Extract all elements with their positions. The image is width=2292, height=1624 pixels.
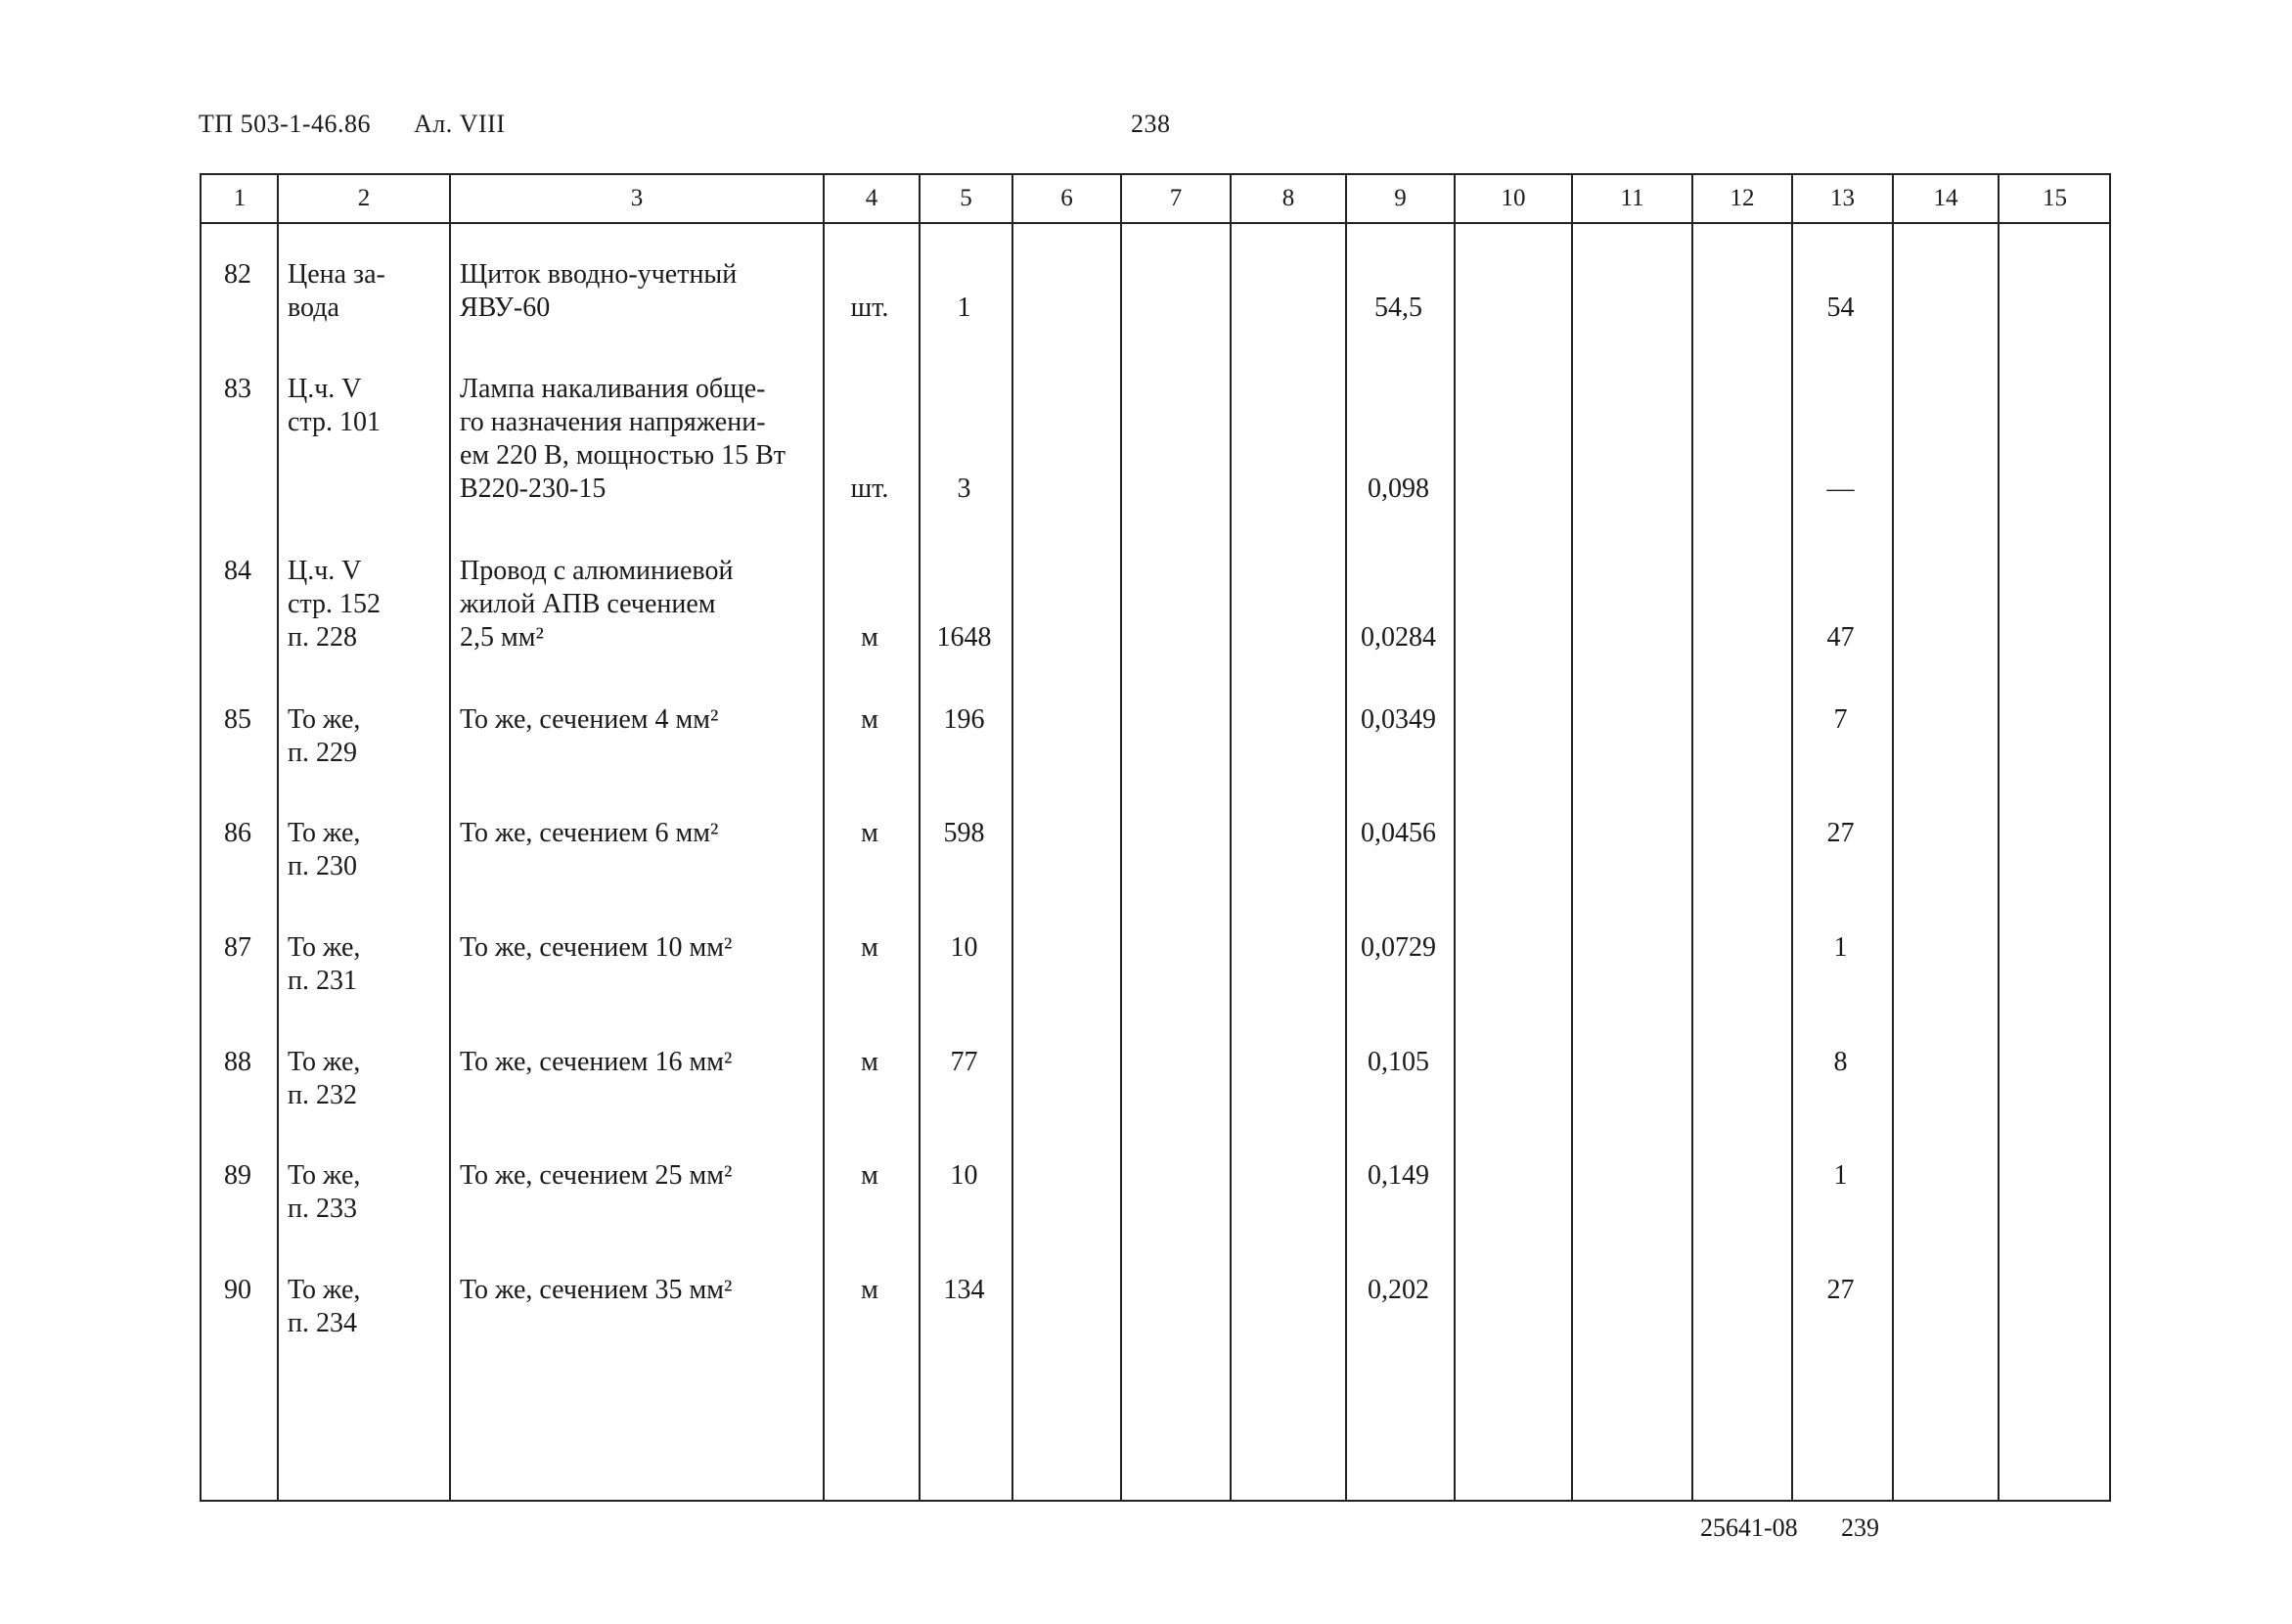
item-name: То же, сечением 16 мм²	[460, 1047, 733, 1077]
column-13-value: 8	[1833, 1047, 1848, 1077]
item-name: То же, сечением 6 мм²	[460, 818, 719, 848]
source-reference: п. 229	[288, 738, 357, 768]
album-number: Ал. VIII	[414, 110, 506, 138]
column-13-value: 1	[1833, 932, 1848, 963]
column-divider	[1230, 175, 1232, 1500]
column-header-4: 4	[865, 185, 878, 211]
table-header-row	[202, 175, 2109, 224]
quantity: 598	[943, 818, 985, 848]
unit: м	[861, 932, 878, 963]
source-reference: вода	[288, 293, 339, 323]
column-divider	[1011, 175, 1013, 1500]
quantity: 10	[950, 932, 978, 963]
unit-price: 54,5	[1374, 293, 1422, 323]
unit-price: 0,0349	[1361, 704, 1436, 735]
source-reference: п. 232	[288, 1080, 357, 1110]
quantity: 1	[957, 293, 971, 323]
unit: шт.	[850, 293, 889, 323]
row-number: 87	[224, 932, 251, 963]
row-number: 89	[224, 1160, 251, 1191]
unit: м	[861, 1047, 878, 1077]
column-13-value: 27	[1826, 1275, 1855, 1305]
source-reference: То же,	[288, 1275, 361, 1305]
unit-price: 0,105	[1368, 1047, 1429, 1077]
footer-code: 25641-08	[1700, 1513, 1798, 1542]
source-reference: Ц.ч. V	[288, 374, 362, 404]
column-divider	[1571, 175, 1573, 1500]
unit-price: 0,149	[1368, 1160, 1429, 1191]
quantity: 1648	[936, 622, 992, 653]
column-13-value: 54	[1826, 293, 1855, 323]
unit-price: 0,0284	[1361, 622, 1436, 653]
column-header-12: 12	[1730, 185, 1755, 211]
source-reference: стр. 101	[288, 407, 382, 437]
source-reference: То же,	[288, 818, 361, 848]
column-header-2: 2	[357, 185, 371, 211]
row-number: 82	[224, 259, 251, 290]
column-divider	[449, 175, 451, 1500]
footer-page: 239	[1841, 1513, 1879, 1542]
column-header-15: 15	[2043, 185, 2067, 211]
column-divider	[1691, 175, 1693, 1500]
unit: м	[861, 818, 878, 848]
quantity: 3	[957, 474, 971, 504]
quantity: 196	[943, 704, 985, 735]
column-header-6: 6	[1060, 185, 1073, 211]
quantity: 10	[950, 1160, 978, 1191]
column-header-9: 9	[1394, 185, 1407, 211]
column-13-value: 27	[1826, 818, 1855, 848]
column-13-value: —	[1826, 474, 1855, 504]
source-reference: То же,	[288, 1047, 361, 1077]
unit: м	[861, 622, 878, 653]
row-number: 88	[224, 1047, 251, 1077]
column-header-14: 14	[1933, 185, 1958, 211]
unit: шт.	[850, 474, 889, 504]
estimate-table	[200, 173, 2111, 1502]
item-name: То же, сечением 4 мм²	[460, 704, 719, 735]
page-number: 238	[1131, 110, 1171, 138]
item-name: То же, сечением 35 мм²	[460, 1275, 733, 1305]
unit-price: 0,0456	[1361, 818, 1436, 848]
unit: м	[861, 1160, 878, 1191]
document-code: ТП 503-1-46.86	[199, 110, 371, 138]
row-number: 84	[224, 556, 251, 586]
unit: м	[861, 704, 878, 735]
source-reference: То же,	[288, 704, 361, 735]
source-reference: Цена за-	[288, 259, 385, 290]
column-header-3: 3	[630, 185, 644, 211]
item-name: То же, сечением 25 мм²	[460, 1160, 733, 1191]
column-13-value: 7	[1833, 704, 1848, 735]
column-divider	[1998, 175, 2000, 1500]
item-name: В220-230-15	[460, 474, 607, 504]
source-reference: То же,	[288, 932, 361, 963]
item-name: Провод с алюминиевой	[460, 556, 734, 586]
column-header-11: 11	[1620, 185, 1644, 211]
item-name: ЯВУ-60	[460, 293, 551, 323]
source-reference: п. 228	[288, 622, 357, 653]
column-header-10: 10	[1501, 185, 1526, 211]
unit-price: 0,0729	[1361, 932, 1436, 963]
source-reference: стр. 152	[288, 589, 382, 619]
item-name: 2,5 мм²	[460, 622, 544, 653]
row-number: 85	[224, 704, 251, 735]
column-divider	[277, 175, 279, 1500]
quantity: 77	[950, 1047, 978, 1077]
column-13-value: 47	[1826, 622, 1855, 653]
item-name: жилой АПВ сечением	[460, 589, 716, 619]
column-header-13: 13	[1830, 185, 1855, 211]
source-reference: п. 231	[288, 966, 357, 996]
source-reference: То же,	[288, 1160, 361, 1191]
item-name: То же, сечением 10 мм²	[460, 932, 733, 963]
row-number: 86	[224, 818, 251, 848]
column-header-8: 8	[1281, 185, 1295, 211]
column-header-5: 5	[960, 185, 972, 211]
column-divider	[1454, 175, 1456, 1500]
row-number: 90	[224, 1275, 251, 1305]
quantity: 134	[943, 1275, 985, 1305]
row-number: 83	[224, 374, 251, 404]
item-name: ем 220 В, мощностью 15 Вт	[460, 440, 786, 471]
unit: м	[861, 1275, 878, 1305]
column-header-7: 7	[1169, 185, 1183, 211]
column-divider	[1892, 175, 1894, 1500]
unit-price: 0,098	[1368, 474, 1429, 504]
column-header-1: 1	[233, 185, 247, 211]
source-reference: п. 234	[288, 1308, 357, 1338]
unit-price: 0,202	[1368, 1275, 1429, 1305]
column-13-value: 1	[1833, 1160, 1848, 1191]
source-reference: Ц.ч. V	[288, 556, 362, 586]
item-name: го назначения напряжени-	[460, 407, 766, 437]
column-divider	[1120, 175, 1122, 1500]
item-name: Щиток вводно-учетный	[460, 259, 738, 290]
item-name: Лампа накаливания обще-	[460, 374, 766, 404]
source-reference: п. 233	[288, 1194, 357, 1224]
source-reference: п. 230	[288, 851, 357, 881]
